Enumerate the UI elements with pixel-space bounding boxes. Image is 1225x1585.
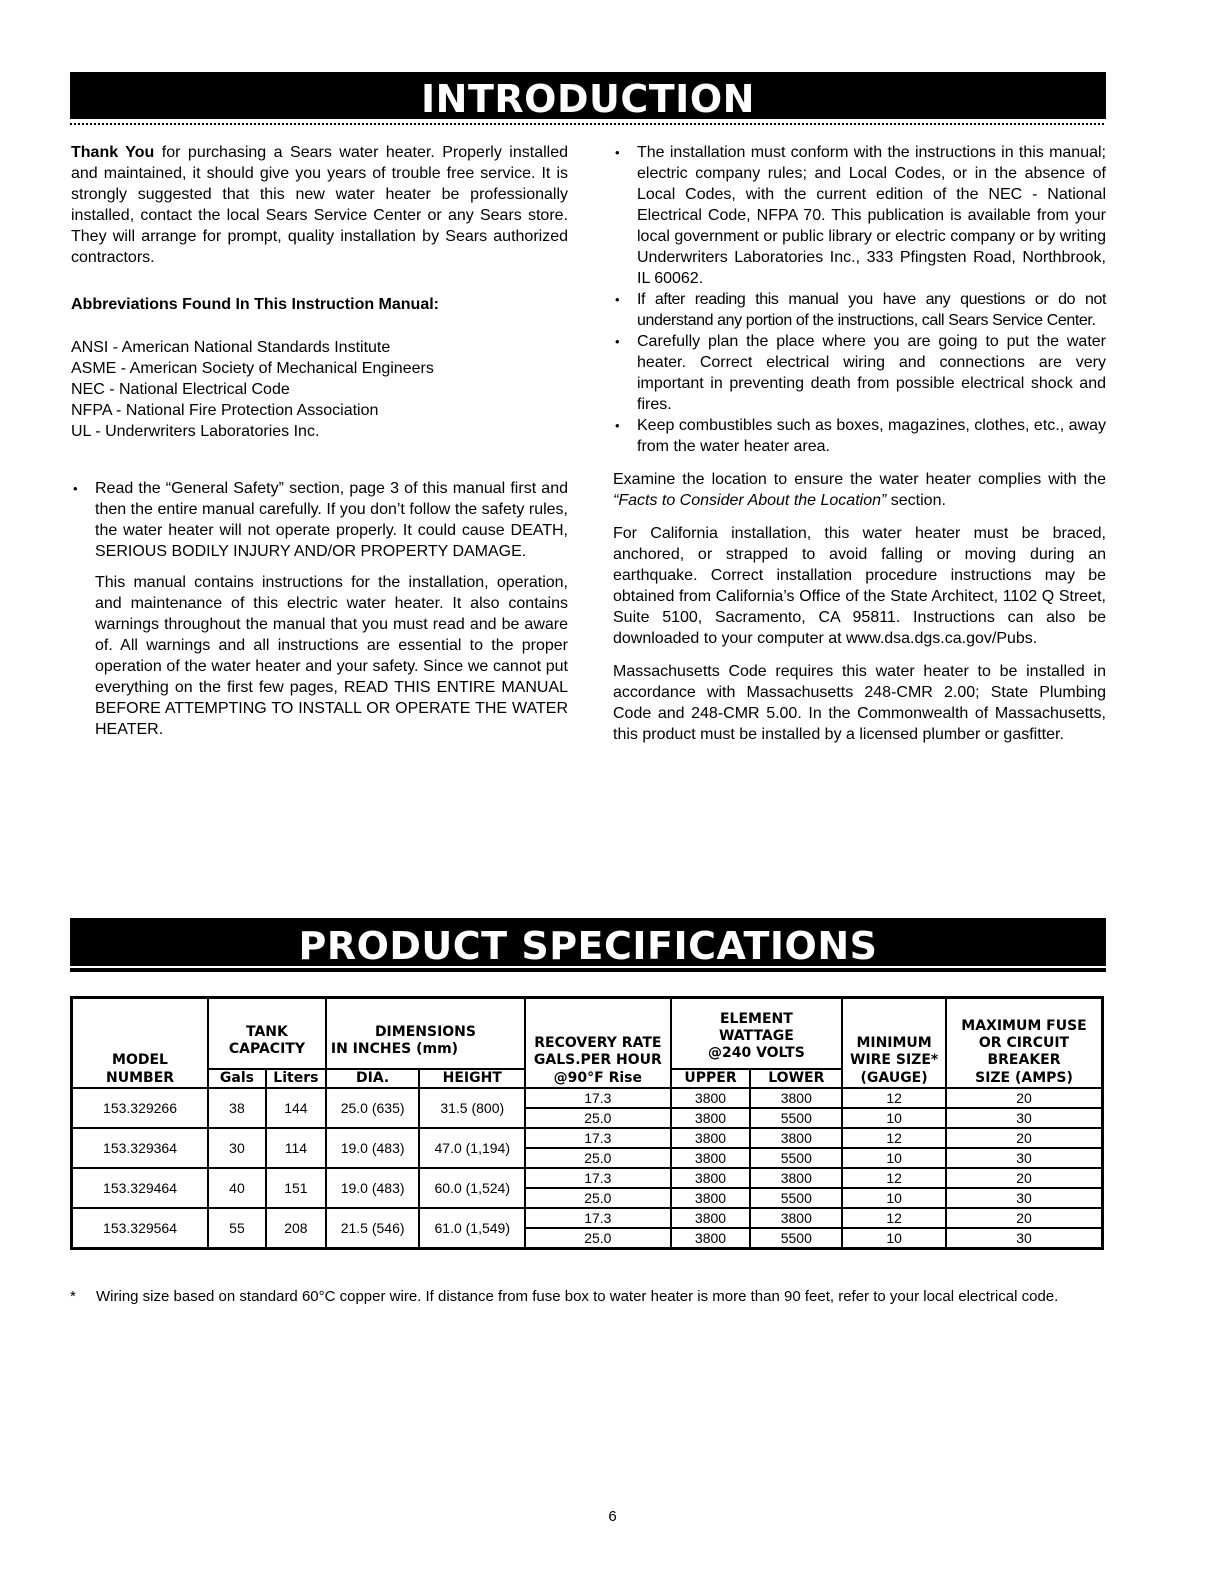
abbreviation-item: UL - Underwriters Laboratories Inc.: [71, 423, 320, 440]
thank-you-paragraph: [71, 142, 568, 268]
lower-cell: 3800: [750, 1128, 842, 1148]
table-header-row: [72, 998, 1103, 1070]
fuse-cell: 30: [946, 1228, 1102, 1249]
upper-cell: 3800: [671, 1188, 751, 1208]
wire-cell: 10: [842, 1108, 946, 1128]
liters-cell: 208: [266, 1208, 326, 1249]
rate-cell: 25.0: [525, 1188, 671, 1208]
wire-cell: 10: [842, 1228, 946, 1249]
massachusetts-paragraph: Massachusetts Code requires this water heater to be installed in accordance with Massachusetts 248-CMR 2.00; State Plumbing Code and 248-CMR 5.00. In the Commonwealth of Massachusetts, this product must be installed by a licensed plumber or gasfitter.: [613, 663, 1106, 743]
read-safety-bullet: • Read the “General Safety” section, page 3 of this manual first and then the entire manual carefully. If you don’t follow the safety rules, the water heater will not operate properly. It could cause DEATH, SERIOUS BODILY INJURY AND/OR PROPERTY DAMAGE.: [71, 478, 568, 562]
fuse-cell: 30: [946, 1108, 1102, 1128]
dia-cell: 21.5 (546): [326, 1208, 420, 1249]
table-row: [72, 1128, 1103, 1148]
wiring-footnote: [70, 1286, 1110, 1307]
tank-capacity-header: TANK CAPACITY: [208, 998, 326, 1070]
height-cell: 47.0 (1,194): [419, 1128, 525, 1168]
rate-cell: 25.0: [525, 1228, 671, 1249]
element-wattage-header: ELEMENT WATTAGE @240 VOLTS: [671, 998, 843, 1070]
model-cell: 153.329266: [72, 1088, 209, 1128]
table-row: [72, 1088, 1103, 1108]
fuse-cell: 30: [946, 1148, 1102, 1168]
height-cell: 61.0 (1,549): [419, 1208, 525, 1249]
liters-cell: 114: [266, 1128, 326, 1168]
specifications-table: [70, 996, 1104, 1250]
manual-contents-paragraph: This manual contains instructions for the installation, operation, and maintenance of this electric water heater. It also contains warnings throughout the manual that you must read and be aware of. All warnings and all instructions are essential to the proper operation of the water heater and your safety. Since we cannot put everything on the first few pages, READ THIS ENTIRE MANUAL BEFORE ATTEMPTING TO INSTALL OR OPERATE THE WATER HEATER.: [95, 574, 568, 738]
abbreviations-heading: Abbreviations Found In This Instruction Manual:: [71, 296, 439, 313]
wire-cell: 12: [842, 1208, 946, 1228]
abbreviation-item: ANSI - American National Standards Institute: [71, 339, 391, 356]
examine-end: section.: [886, 492, 946, 509]
abbreviation-item: NFPA - National Fire Protection Association: [71, 402, 379, 419]
fuse-cell: 20: [946, 1208, 1102, 1228]
dimensions-header: DIMENSIONS IN INCHES (mm): [326, 998, 525, 1070]
dia-cell: 19.0 (483): [326, 1128, 420, 1168]
model-header: MODEL: [72, 998, 209, 1070]
upper-cell: 3800: [671, 1088, 751, 1108]
rate-cell: 17.3: [525, 1128, 671, 1148]
gals-cell: 38: [208, 1088, 266, 1128]
height-cell: 31.5 (800): [419, 1088, 525, 1128]
product-specifications-banner: [70, 918, 1106, 966]
upper-cell: 3800: [671, 1228, 751, 1249]
wire-cell: 12: [842, 1128, 946, 1148]
number-header: NUMBER: [72, 1069, 209, 1088]
rate-cell: 17.3: [525, 1088, 671, 1108]
lower-cell: 3800: [750, 1208, 842, 1228]
wire-cell: 12: [842, 1088, 946, 1108]
dia-cell: 19.0 (483): [326, 1168, 420, 1208]
upper-cell: 3800: [671, 1208, 751, 1228]
introduction-title: INTRODUCTION: [421, 77, 755, 121]
minimum-wire-size-header: MINIMUM WIRE SIZE*: [842, 998, 946, 1070]
gauge-header: (GAUGE): [842, 1069, 946, 1088]
table-subheader-row: [72, 1069, 1103, 1088]
upper-cell: 3800: [671, 1108, 751, 1128]
abbreviations-list: [71, 337, 568, 442]
fuse-cell: 20: [946, 1168, 1102, 1188]
product-specifications-rule: [70, 968, 1106, 972]
introduction-rule: [70, 123, 1106, 125]
lower-cell: 5500: [750, 1148, 842, 1168]
wire-cell: 12: [842, 1168, 946, 1188]
gals-header: Gals: [208, 1069, 266, 1088]
liters-cell: 151: [266, 1168, 326, 1208]
dia-cell: 25.0 (635): [326, 1088, 420, 1128]
wire-cell: 10: [842, 1188, 946, 1208]
gals-cell: 30: [208, 1128, 266, 1168]
installation-conform-bullet: • The installation must conform with the instructions in this manual; electric company rules; and Local Codes, or in the absence of Local Codes, with the current edition of the NEC - National Electrical Code, NFPA 70. This publication is available from your local government or public library or electric company or by writing Underwriters Laboratories Inc., 333 Pfingsten Road, Northbrook, IL 60062.: [613, 142, 1106, 289]
wire-cell: 10: [842, 1148, 946, 1168]
rate-cell: 25.0: [525, 1148, 671, 1168]
page-number: 6: [608, 1508, 617, 1525]
fuse-cell: 20: [946, 1128, 1102, 1148]
product-specifications-title: PRODUCT SPECIFICATIONS: [298, 924, 878, 968]
thank-you-text: for purchasing a Sears water heater. Properly installed and maintained, it should give you years of trouble free service. It is strongly suggested that this new water heater be professionally installed, contact the local Sears Service Center or any Sears store. They will arrange for prompt, quality installation by Sears authorized contractors.: [71, 144, 568, 266]
max-fuse-header: MAXIMUM FUSE OR CIRCUIT BREAKER: [946, 998, 1102, 1070]
liters-header: Liters: [266, 1069, 326, 1088]
combustibles-bullet: • Keep combustibles such as boxes, magazines, clothes, etc., away from the water heater area.: [613, 415, 1106, 457]
california-paragraph: For California installation, this water heater must be braced, anchored, or strapped to avoid falling or moving during an earthquake. Correct installation procedure instructions may be obtained from California’s Office of the State Architect, 1102 Q Street, Suite 5100, Sacramento, CA 95811. Instructions can also be downloaded to your computer at www.dsa.dgs.ca.gov/Pubs.: [613, 525, 1106, 647]
fuse-cell: 30: [946, 1188, 1102, 1208]
examine-text: Examine the location to ensure the water heater complies with the: [613, 471, 1106, 488]
gals-cell: 55: [208, 1208, 266, 1249]
thank-you-bold: Thank You: [71, 144, 155, 161]
rate-cell: 25.0: [525, 1108, 671, 1128]
height-cell: 60.0 (1,524): [419, 1168, 525, 1208]
rate-cell: 17.3: [525, 1168, 671, 1188]
rate-cell: 17.3: [525, 1208, 671, 1228]
dia-header: DIA.: [326, 1069, 420, 1088]
upper-cell: 3800: [671, 1148, 751, 1168]
lower-cell: 3800: [750, 1088, 842, 1108]
lower-header: LOWER: [750, 1069, 842, 1088]
introduction-banner: [70, 72, 1106, 119]
plan-placement-bullet: • Carefully plan the place where you are going to put the water heater. Correct electrical wiring and connections are very important in preventing death from possible electrical shock and fires.: [613, 331, 1106, 415]
rise-header: @90°F Rise: [525, 1069, 671, 1088]
recovery-rate-header: RECOVERY RATE GALS.PER HOUR: [525, 998, 671, 1070]
examine-location-paragraph: [613, 469, 1106, 511]
footnote-text: Wiring size based on standard 60°C copper wire. If distance from fuse box to water heater is more than 90 feet, refer to your local electrical code.: [96, 1288, 1059, 1305]
intro-left-column: [71, 142, 568, 740]
upper-header: UPPER: [671, 1069, 751, 1088]
footnote-asterisk: *: [70, 1288, 76, 1305]
lower-cell: 5500: [750, 1228, 842, 1249]
size-amps-header: SIZE (AMPS): [946, 1069, 1102, 1088]
intro-right-column: [613, 142, 1106, 745]
abbreviation-item: NEC - National Electrical Code: [71, 381, 290, 398]
model-cell: 153.329564: [72, 1208, 209, 1249]
lower-cell: 5500: [750, 1108, 842, 1128]
table-row: [72, 1208, 1103, 1228]
abbreviation-item: ASME - American Society of Mechanical Engineers: [71, 360, 434, 377]
facts-section-reference: “Facts to Consider About the Location”: [613, 492, 887, 509]
lower-cell: 3800: [750, 1168, 842, 1188]
upper-cell: 3800: [671, 1128, 751, 1148]
height-header: HEIGHT: [419, 1069, 525, 1088]
model-cell: 153.329364: [72, 1128, 209, 1168]
model-cell: 153.329464: [72, 1168, 209, 1208]
gals-cell: 40: [208, 1168, 266, 1208]
table-row: [72, 1168, 1103, 1188]
upper-cell: 3800: [671, 1168, 751, 1188]
fuse-cell: 20: [946, 1088, 1102, 1108]
lower-cell: 5500: [750, 1188, 842, 1208]
liters-cell: 144: [266, 1088, 326, 1128]
questions-bullet: • If after reading this manual you have any questions or do not understand any portion of the instructions, call Sears Service Center.: [613, 289, 1106, 331]
